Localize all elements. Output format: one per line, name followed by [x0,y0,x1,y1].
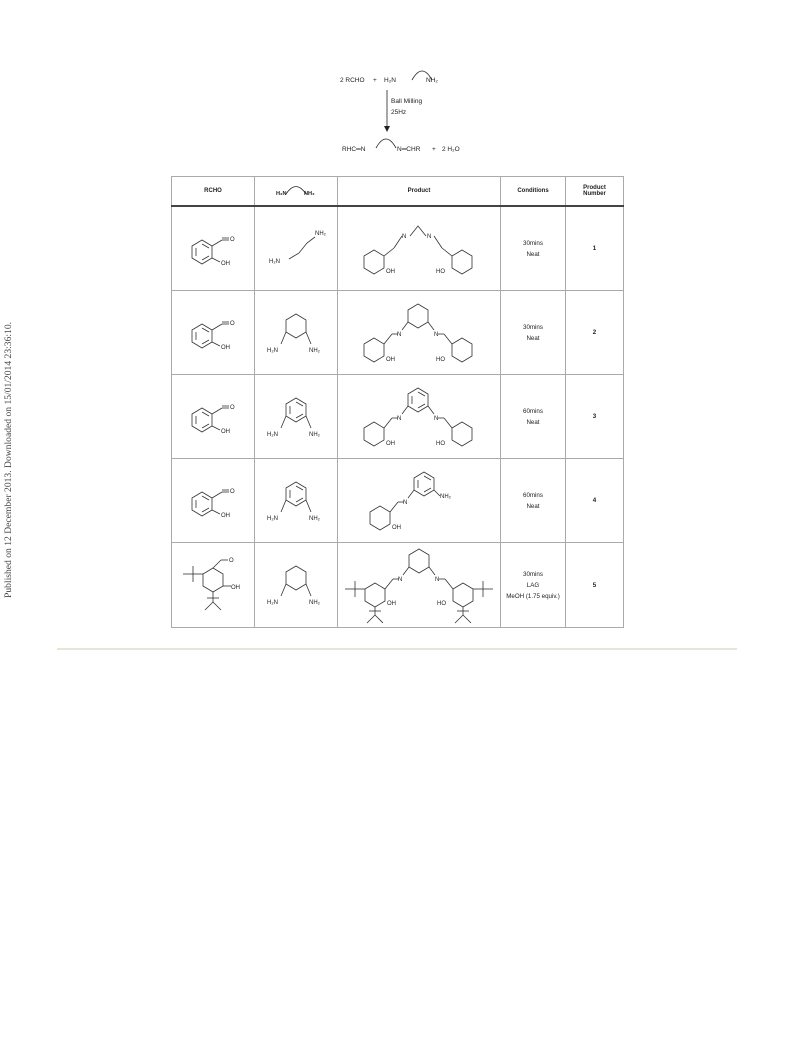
condition-line: Neat [526,502,540,510]
svg-text:HO: HO [436,356,445,363]
header-rcho: RCHO [172,177,255,207]
svg-text:OH: OH [386,268,395,275]
scheme-plus-2: + [432,146,436,153]
table-row [172,543,624,628]
scheme-product-right: N═CHR [397,146,421,153]
svg-text:OH: OH [221,428,230,435]
svg-text:NH₂: NH₂ [309,600,320,606]
svg-text:H₂N: H₂N [267,347,278,354]
salicylaldehyde-structure [178,387,248,447]
header-number [566,177,624,207]
condition-line: Neat [526,250,540,258]
svg-text:HO: HO [436,268,445,275]
condition-line: Neat [526,334,540,342]
header-number-line1: Product [583,185,606,191]
header-diamine [255,177,338,207]
scheme-reactant: 2 RCHO [340,77,365,84]
cyclohexanediamine-structure [261,300,331,366]
publication-note: Published on 12 December 2013. Downloaded on 15/01/2014 23:36:10. [3,321,14,598]
product-3-structure [344,382,494,452]
product-structure [338,543,501,628]
svg-text:OH: OH [392,524,401,531]
product-structure [338,375,501,459]
rcho-structure [172,459,255,543]
conditions-cell [501,206,566,291]
scheme-condition-2: 25Hz [391,109,407,116]
product-1-structure [344,216,494,282]
table-row [172,291,624,375]
svg-text:N: N [427,233,432,240]
svg-text:N: N [434,415,439,422]
reaction-table [171,176,624,628]
svg-text:N: N [398,577,403,583]
cyclohexanediamine-structure [261,552,331,618]
product-number: 3 [566,375,624,459]
product-structure [338,206,501,291]
phenylenediamine-structure [261,468,331,534]
condition-line: 60mins [523,407,543,415]
condition-line: 60mins [523,491,543,499]
svg-text:N: N [397,415,402,422]
svg-text:OH: OH [221,344,230,351]
table-row [172,206,624,291]
scheme-condition-1: Ball Milling [391,98,423,105]
rcho-structure [172,375,255,459]
reaction-scheme [340,60,520,170]
svg-text:NH₂: NH₂ [309,347,320,354]
product-2-structure [344,298,494,368]
svg-text:OH: OH [231,585,240,591]
diamine-structure [255,459,338,543]
product-number: 2 [566,291,624,375]
svg-text:O: O [230,404,235,411]
diamine-structure [255,206,338,291]
ethylenediamine-structure [261,219,331,279]
product-structure [338,459,501,543]
product-number: 4 [566,459,624,543]
svg-text:OH: OH [386,440,395,447]
conditions-cell [501,375,566,459]
salicylaldehyde-structure [178,471,248,531]
table-row [172,375,624,459]
rcho-structure [172,291,255,375]
product-number: 1 [566,206,624,291]
condition-line: Neat [526,418,540,426]
svg-text:N: N [402,233,407,240]
diamine-structure [255,291,338,375]
svg-text:N: N [434,331,439,338]
phenylenediamine-structure [261,384,331,450]
svg-text:N: N [435,577,440,583]
condition-line: MeOH (1.75 equiv.) [506,592,560,600]
header-conditions: Conditions [501,177,566,207]
svg-text:HO: HO [437,601,446,607]
table-row [172,459,624,543]
svg-text:N: N [403,499,408,506]
table-header-row [172,177,624,207]
scheme-amine-left: H₂N [384,77,396,84]
salicylaldehyde-structure [178,219,248,279]
svg-text:H₂N: H₂N [267,515,278,522]
scheme-amine-right: NH₂ [426,77,438,84]
header-number-line2: Number [583,191,606,197]
condition-line: 30mins [523,239,543,247]
svg-text:OH: OH [387,601,396,607]
conditions-cell [501,459,566,543]
svg-text:O: O [230,320,235,327]
condition-line: 30mins [523,570,543,578]
scheme-product-left: RHC═N [342,146,366,153]
rcho-structure [172,206,255,291]
svg-text:N: N [397,331,402,338]
scheme-water: 2 H₂O [442,146,460,153]
header-amine-right: NH₂ [304,191,315,197]
page-divider [57,648,737,650]
header-amine-left: H₂N [276,191,287,197]
product-4-structure [344,466,494,536]
svg-text:NH₂: NH₂ [440,493,451,500]
condition-line: LAG [526,581,540,589]
svg-text:NH₂: NH₂ [315,230,326,237]
product-structure [338,291,501,375]
svg-text:NH₂: NH₂ [309,515,320,522]
rcho-structure [172,543,255,628]
product-5-structure [339,543,499,627]
condition-line: 30mins [523,323,543,331]
di-tert-butyl-aldehyde-structure [173,548,253,622]
svg-text:OH: OH [386,356,395,363]
svg-text:OH: OH [221,512,230,519]
svg-text:O: O [230,488,235,495]
svg-text:H₂N: H₂N [269,258,280,265]
product-number: 5 [566,543,624,628]
svg-text:O: O [230,236,235,243]
header-product: Product [338,177,501,207]
conditions-cell [501,543,566,628]
svg-text:NH₂: NH₂ [309,431,320,438]
svg-text:H₂N: H₂N [267,600,278,606]
salicylaldehyde-structure [178,303,248,363]
svg-text:H₂N: H₂N [267,431,278,438]
scheme-plus: + [373,77,377,84]
svg-text:O: O [229,558,234,564]
svg-text:OH: OH [221,260,230,267]
svg-text:HO: HO [436,440,445,447]
diamine-structure [255,375,338,459]
diamine-structure [255,543,338,628]
conditions-cell [501,291,566,375]
